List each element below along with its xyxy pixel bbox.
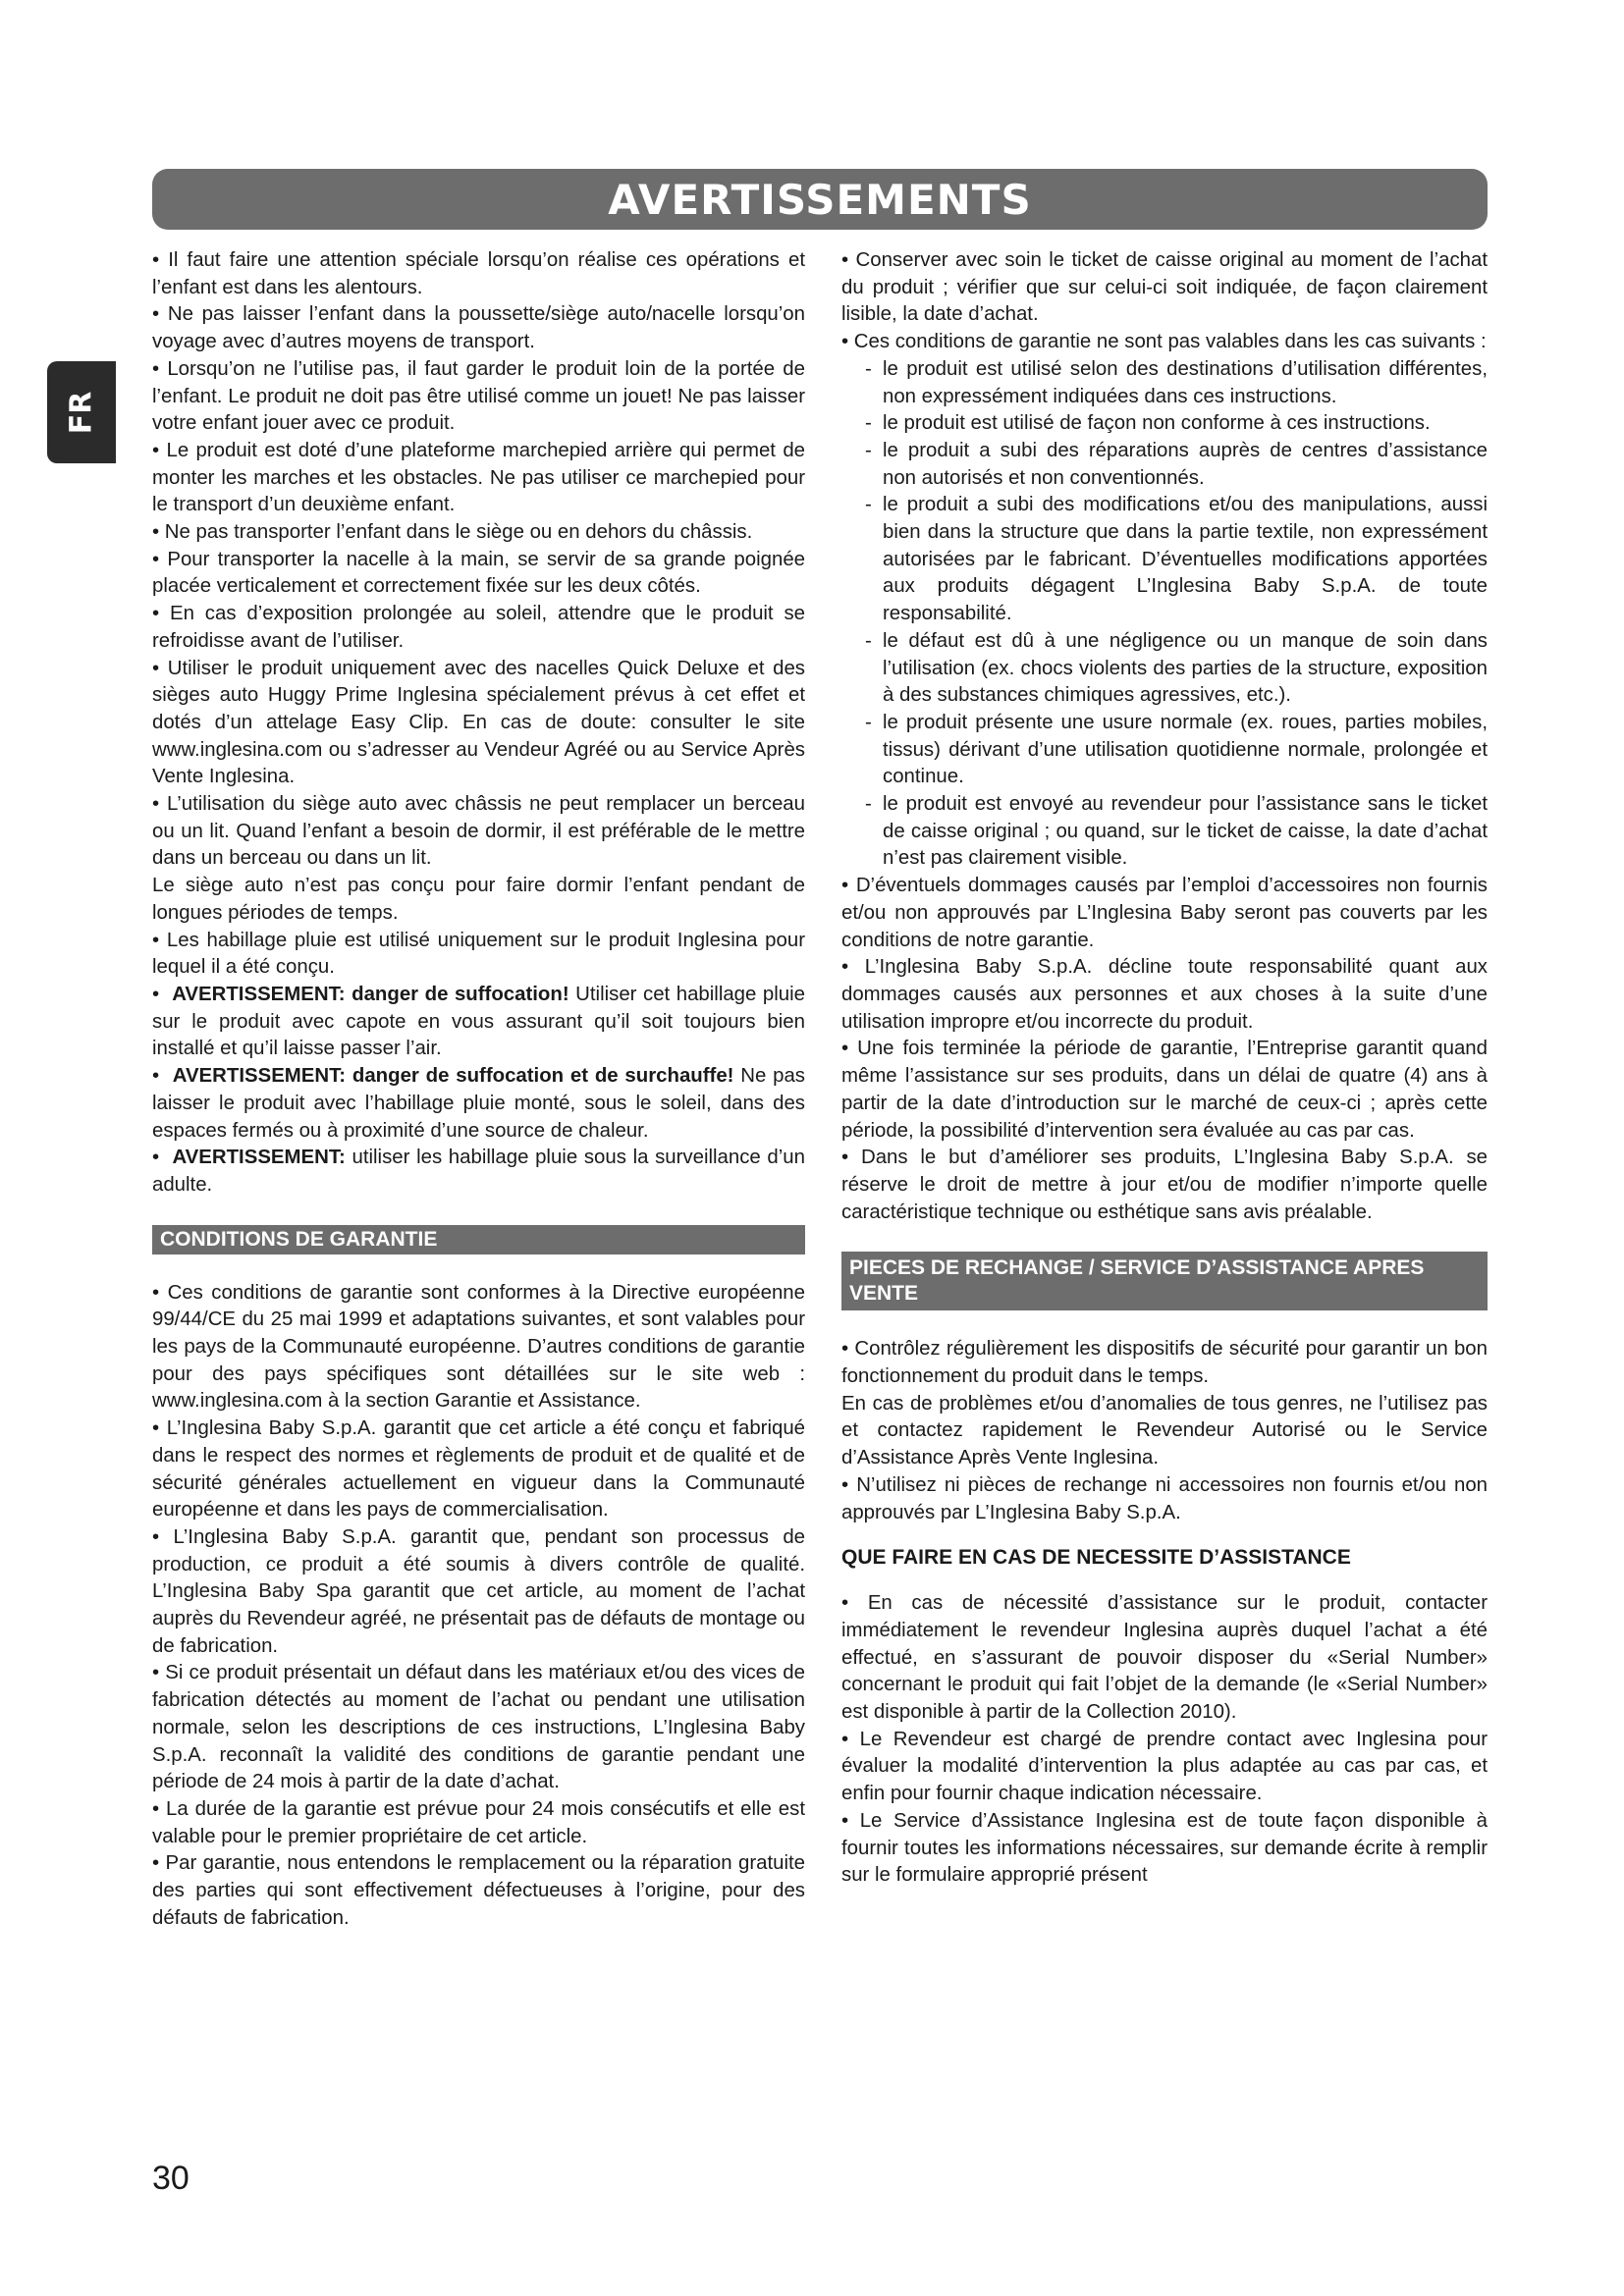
assistance-heading: QUE FAIRE EN CAS DE NECESSITE D’ASSISTANCE bbox=[841, 1546, 1351, 1570]
warning-adult-label: AVERTISSEMENT: bbox=[172, 1147, 346, 1169]
warranty-paragraph: • Par garantie, nous entendons le remplacement ou la réparation gratuite des parties qui sont effectivement défectueuses à l’origine, pour des défauts de fabrication. bbox=[152, 1852, 805, 1929]
page-title: AVERTISSEMENTS bbox=[608, 175, 1032, 224]
warning-paragraph: • L’utilisation du siège auto avec châssis ne peut remplacer un berceau ou un lit. Quand l’enfant a besoin de dormir, il est préférable de le mettre dans un berceau ou dans un lit. bbox=[152, 793, 805, 870]
spare-parts-paragraph: En cas de problèmes et/ou d’anomalies de tous genres, ne l’utilisez pas et contactez rapidement le Revendeur Autorisé ou le Service d’Assistance Après Vente Inglesina. bbox=[841, 1392, 1488, 1469]
warranty-paragraph: • L’Inglesina Baby S.p.A. décline toute responsabilité quant aux dommages causés aux personnes et aux choses à la suite d’une utilisation impropre et/ou incorrecte du produit. bbox=[841, 956, 1488, 1033]
warning-suffocation-text: Utiliser cet habillage pluie sur le produit avec capote en vous assurant qu’il soit toujours bien installé et qu’il laisse passer l’air. bbox=[152, 983, 805, 1060]
warning-paragraph: • Il faut faire une attention spéciale lorsqu’on réalise ces opérations et l’enfant est dans les alentours. bbox=[152, 249, 805, 298]
warranty-heading: CONDITIONS DE GARANTIE bbox=[152, 1225, 805, 1255]
language-tab bbox=[47, 361, 116, 463]
warning-paragraph: • Le produit est doté d’une plateforme marchepied arrière qui permet de monter les marches et les obstacles. Ne pas utiliser ce marchepied pour le transport d’un deuxième enfant. bbox=[152, 439, 805, 516]
exclusion-item: - le produit a subi des réparations auprès de centres d’assistance non autorisés et non conventionnés. bbox=[869, 438, 1488, 492]
assistance-paragraph: • En cas de nécessité d’assistance sur le produit, contacter immédiatement le revendeur Inglesina auprès duquel l’achat a été effectué, en s’assurant de pouvoir disposer du «Serial Number» concernant le produit qui fait l’objet de la demande (le «Serial Number» est disponible à partir de la Collection 2010). bbox=[841, 1592, 1488, 1724]
warning-overheat: • AVERTISSEMENT: danger de suffocation et de surchauffe! Ne pas laisser le produit avec l’habillage pluie monté, sous le soleil, dans des espaces fermés ou à proximité d’une source de chaleur. bbox=[152, 1065, 805, 1142]
warning-paragraph: • Ne pas laisser l’enfant dans la poussette/siège auto/nacelle lorsqu’on voyage avec d’autres moyens de transport. bbox=[152, 303, 805, 353]
exclusion-item: - le produit est utilisé selon des destinations d’utilisation différentes, non expressément indiquées dans ces instructions. bbox=[869, 356, 1488, 410]
assistance-paragraph: • Le Revendeur est chargé de prendre contact avec Inglesina pour évaluer la modalité d’intervention la plus adaptée au cas par cas, et enfin pour fournir chaque indication nécessaire. bbox=[841, 1728, 1488, 1805]
right-column bbox=[841, 247, 1488, 1890]
warning-paragraph: • En cas d’exposition prolongée au soleil, attendre que le produit se refroidisse avant de l’utiliser. bbox=[152, 603, 805, 652]
exclusion-item: - le produit est envoyé au revendeur pour l’assistance sans le ticket de caisse original ; ou quand, sur le ticket de caisse, la date d’achat n’est pas clairement visible. bbox=[869, 791, 1488, 873]
warning-overheat-label: AVERTISSEMENT: danger de suffocation et de surchauffe! bbox=[172, 1065, 734, 1088]
warning-overheat-text: Ne pas laisser le produit avec l’habillage pluie monté, sous le soleil, dans des espaces fermés ou à proximité d’une source de chaleur. bbox=[152, 1065, 805, 1142]
warning-paragraph: • Ne pas transporter l’enfant dans le siège ou en dehors du châssis. bbox=[152, 521, 753, 544]
warning-suffocation-label: AVERTISSEMENT: danger de suffocation! bbox=[172, 983, 569, 1005]
warning-paragraph: • Lorsqu’on ne l’utilise pas, il faut garder le produit loin de la portée de l’enfant. Le produit ne doit pas être utilisé comme un jouet! Ne pas laisser votre enfant jouer avec ce produit. bbox=[152, 357, 805, 435]
left-column bbox=[152, 247, 805, 1932]
warranty-paragraph: • Ces conditions de garantie ne sont pas valables dans les cas suivants : bbox=[841, 331, 1487, 353]
warning-paragraph: • Les habillage pluie est utilisé uniquement sur le produit Inglesina pour lequel il a été conçu. bbox=[152, 929, 805, 979]
warning-suffocation: • AVERTISSEMENT: danger de suffocation! Utiliser cet habillage pluie sur le produit avec capote en vous assurant qu’il soit toujours bien installé et qu’il laisse passer l’air. bbox=[152, 983, 805, 1060]
warning-adult-text: utiliser les habillage pluie sous la surveillance d’un adulte. bbox=[152, 1147, 805, 1196]
assistance-paragraph: • Le Service d’Assistance Inglesina est de toute façon disponible à fournir toutes les informations nécessaires, sur demande écrite à remplir sur le formulaire approprié présent bbox=[841, 1809, 1488, 1887]
warranty-paragraph: • L’Inglesina Baby S.p.A. garantit que cet article a été conçu et fabriqué dans le respect des normes et règlements de produit et de qualité et de sécurité générales actuellement en vigueur dans la Communauté européenne et dans les pays de commercialisation. bbox=[152, 1417, 805, 1522]
warranty-paragraph: • Dans le but d’améliorer ses produits, L’Inglesina Baby S.p.A. se réserve le droit de mettre à jour et/ou de modifier n’importe quelle caractéristique technique ou esthétique sans avis préalable. bbox=[841, 1147, 1488, 1223]
spare-parts-heading: PIECES DE RECHANGE / SERVICE D’ASSISTANCE APRES VENTE bbox=[841, 1252, 1488, 1310]
language-tab-label: FR bbox=[64, 391, 99, 434]
spare-parts-paragraph: • N’utilisez ni pièces de rechange ni accessoires non fournis et/ou non approuvés par L’Inglesina Baby S.p.A. bbox=[841, 1473, 1488, 1523]
exclusion-item: - le défaut est dû à une négligence ou un manque de soin dans l’utilisation (ex. chocs violents des parties de la structure, exposition à des substances chimiques agressives, etc.). bbox=[869, 628, 1488, 710]
warning-paragraph: • Utiliser le produit uniquement avec des nacelles Quick Deluxe et des sièges auto Huggy Prime Inglesina spécialement prévus à cet effet et dotés d’un attelage Easy Clip. En cas de doute: consulter le site www.inglesina.com ou s’adresser au Vendeur Agréé ou au Service Après Vente Inglesina. bbox=[152, 657, 805, 788]
warning-paragraph: • Pour transporter la nacelle à la main, se servir de sa grande poignée placée verticalement et correctement fixée sur les deux côtés. bbox=[152, 548, 805, 598]
page-number: 30 bbox=[152, 2160, 189, 2197]
warranty-paragraph: • D’éventuels dommages causés par l’emploi d’accessoires non fournis et/ou non approuvés par L’Inglesina Baby seront pas couverts par les conditions de notre garantie. bbox=[841, 875, 1488, 951]
exclusion-list bbox=[841, 356, 1488, 873]
warranty-paragraph: • Une fois terminée la période de garantie, l’Entreprise garantit quand même l’assistance sur ses produits, dans un délai de quatre (4) ans à partir de la date d’introduction sur le marché de ceux-ci ; après cette période, la possibilité d’intervention sera évaluée au cas par cas. bbox=[841, 1038, 1488, 1142]
warning-paragraph: Le siège auto n’est pas conçu pour faire dormir l’enfant pendant de longues périodes de temps. bbox=[152, 875, 805, 924]
warranty-paragraph: • Si ce produit présentait un défaut dans les matériaux et/ou des vices de fabrication détectés au moment de l’achat ou pendant une utilisation normale, selon les descriptions de ces instructions, L’Inglesina Baby S.p.A. reconnaît la validité des conditions de garantie pendant une période de 24 mois à partir de la date d’achat. bbox=[152, 1662, 805, 1793]
exclusion-item: - le produit a subi des modifications et/ou des manipulations, aussi bien dans la structure que dans la partie textile, non expressément autorisées par le fabricant. D’éventuelles modifications apportées aux produits dégagent L’Inglesina Baby S.p.A. de toute responsabilité. bbox=[869, 492, 1488, 628]
warranty-paragraph: • La durée de la garantie est prévue pour 24 mois consécutifs et elle est valable pour le premier propriétaire de cet article. bbox=[152, 1797, 805, 1847]
warranty-paragraph: • Conserver avec soin le ticket de caisse original au moment de l’achat du produit ; vérifier que sur celui-ci soit indiquée, de façon clairement lisible, la date d’achat. bbox=[841, 249, 1488, 326]
page-title-bar bbox=[152, 169, 1488, 230]
exclusion-item: - le produit présente une usure normale (ex. roues, parties mobiles, tissus) dérivant d’une utilisation quotidienne normale, prolongée et continue. bbox=[869, 710, 1488, 791]
warranty-paragraph: • Ces conditions de garantie sont conformes à la Directive européenne 99/44/CE du 25 mai 1999 et adaptations suivantes, et sont valables pour les pays de la Communauté européenne. D’autres conditions de garantie pour des pays spécifiques sont détaillées sur le site web : www.inglesina.com à la section Garantie et Assistance. bbox=[152, 1281, 805, 1413]
warning-adult: • AVERTISSEMENT: utiliser les habillage pluie sous la surveillance d’un adulte. bbox=[152, 1147, 805, 1196]
warranty-paragraph: • L’Inglesina Baby S.p.A. garantit que, pendant son processus de production, ce produit a été soumis à divers contrôle de qualité. L’Inglesina Baby Spa garantit que cet article, au moment de l’achat auprès du Revendeur agréé, ne présentait pas de défauts de montage ou de fabrication. bbox=[152, 1525, 805, 1657]
exclusion-item: - le produit est utilisé de façon non conforme à ces instructions. bbox=[869, 410, 1488, 438]
spare-parts-paragraph: • Contrôlez régulièrement les dispositifs de sécurité pour garantir un bon fonctionnement du produit dans le temps. bbox=[841, 1338, 1488, 1388]
